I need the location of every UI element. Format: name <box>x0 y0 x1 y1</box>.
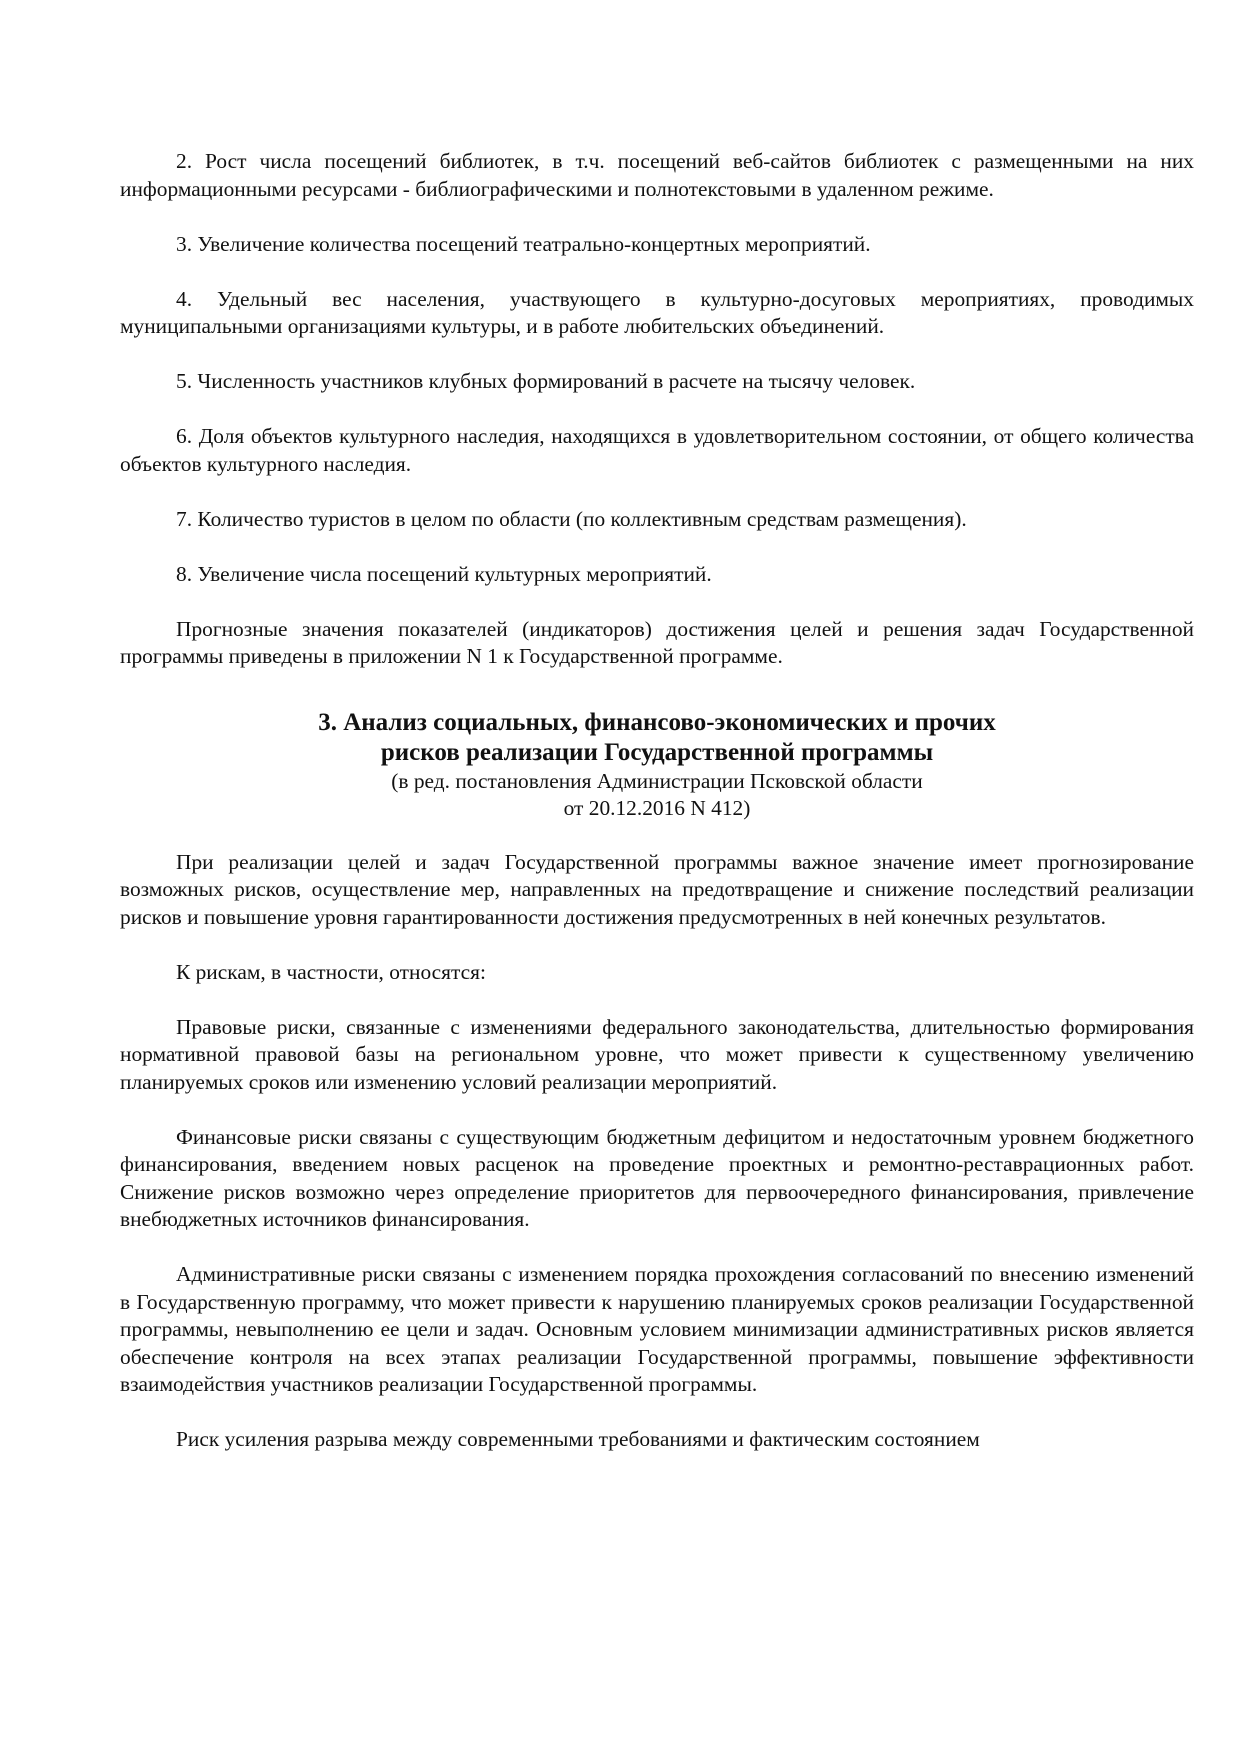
paragraph-indicator-8: 8. Увеличение числа посещений культурных мероприятий. <box>176 561 712 586</box>
section-amendment-note-line-1: (в ред. постановления Администрации Псковской области <box>391 768 923 793</box>
paragraph-gap-risk: Риск усиления разрыва между современными требованиями и фактическим состоянием <box>176 1427 980 1451</box>
paragraph-indicator-7: 7. Количество туристов в целом по области (по коллективным средствам размещения). <box>176 506 967 531</box>
section-heading <box>120 708 1194 822</box>
paragraph-administrative-risks: Административные риски связаны с изменением порядка прохождения согласований по внесению изменений в Государственную программу, что может привести к нарушению планируемых сроков реализации Государственной программы, невыполнению ее цели и задач. Основным условием минимизации административных рисков является обеспечение контроля на всех этапах реализации Государственной программы, повышение эффективности взаимодействия участников реализации Государственной программы. <box>120 1262 1194 1396</box>
paragraph-risks-include: К рискам, в частности, относятся: <box>176 959 486 984</box>
paragraph-legal-risks: Правовые риски, связанные с изменениями федерального законодательства, длительностью формирования нормативной правовой базы на региональном уровне, что может привести к существенному увеличению планируемых сроков или изменению условий реализации мероприятий. <box>120 1014 1194 1094</box>
paragraph-risk-forecasting: При реализации целей и задач Государственной программы важное значение имеет прогнозирование возможных рисков, осуществление мер, направленных на предотвращение и снижение последствий реализации рисков и повышение уровня гарантированности достижения предусмотренных в ней конечных результатов. <box>120 849 1194 929</box>
paragraph-indicator-6: 6. Доля объектов культурного наследия, находящихся в удовлетворительном состоянии, от общего количества объектов культурного наследия. <box>120 424 1194 476</box>
paragraph-forecast-values: Прогнозные значения показателей (индикаторов) достижения целей и решения задач Государственной программы приведены в приложении N 1 к Государственной программе. <box>120 616 1194 668</box>
paragraph-indicator-2: 2. Рост числа посещений библиотек, в т.ч. посещений веб-сайтов библиотек с размещенными на них информационными ресурсами - библиографическими и полнотекстовыми в удаленном режиме. <box>120 149 1194 201</box>
section-title-line-2: рисков реализации Государственной программы <box>380 738 934 766</box>
paragraph-financial-risks: Финансовые риски связаны с существующим бюджетным дефицитом и недостаточным уровнем бюджетного финансирования, введением новых расценок на проведение проектных и ремонтно-реставрационных работ. Снижение рисков возможно через определение приоритетов для первоочередного финансирования, привлечение внебюджетных источников финансирования. <box>120 1124 1194 1231</box>
paragraph-indicator-5: 5. Численность участников клубных формирований в расчете на тысячу человек. <box>176 369 916 393</box>
section-amendment-note-line-2: от 20.12.2016 N 412) <box>563 795 751 820</box>
paragraph-indicator-3: 3. Увеличение количества посещений театрально-концертных мероприятий. <box>176 231 871 256</box>
section-title-line-1: 3. Анализ социальных, финансово-экономических и прочих <box>318 708 996 736</box>
paragraph-indicator-4: 4. Удельный вес населения, участвующего в культурно-досуговых мероприятиях, проводимых муниципальными организациями культуры, и в работе любительских объединений. <box>120 286 1194 338</box>
